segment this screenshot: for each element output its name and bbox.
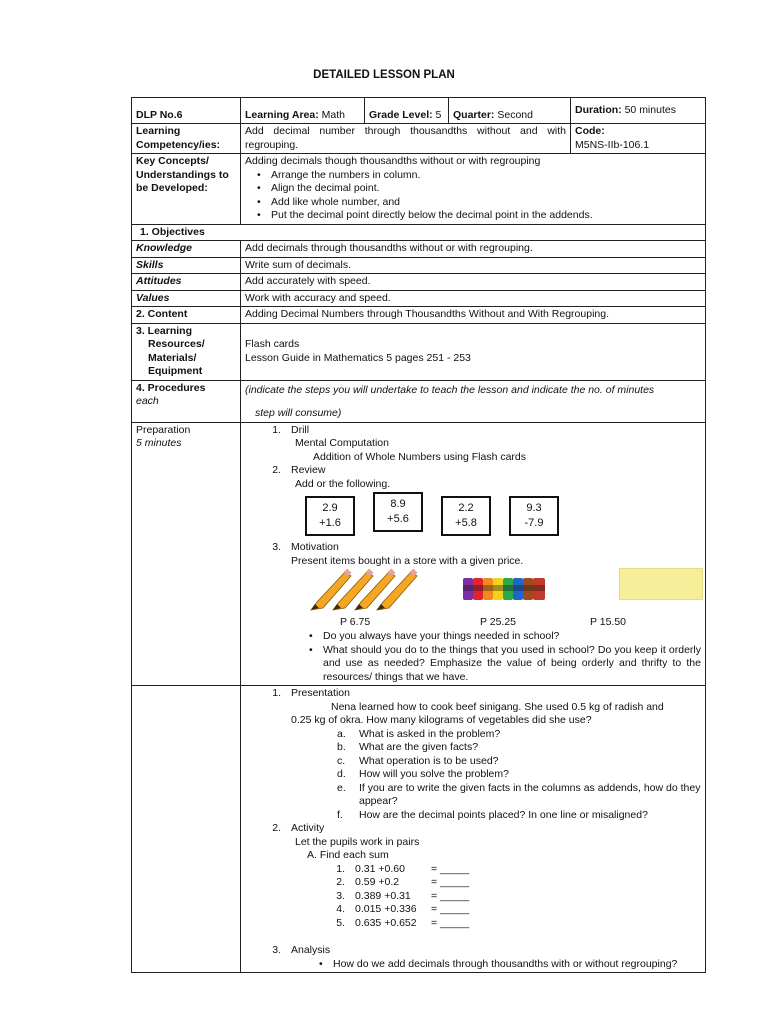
flash-card: 8.9 +5.6 [373,492,423,532]
list-item: b. What are the given facts? [337,741,479,753]
duration: Duration: 50 minutes [571,98,706,124]
motivation-questions [245,630,701,684]
competency-code: Code: M5NS-IIb-106.1 [571,124,706,154]
presentation-content [241,686,706,973]
motivation-sub: Present items bought in a store with a given price. [291,554,524,567]
price-labels [245,616,701,630]
resources-row [132,323,706,380]
presentation-label-cell [132,686,241,973]
store-items [285,568,701,616]
procedures-row [132,380,706,422]
flash-card: 9.3 -7.9 [509,496,559,536]
activity-a: A. Find each sum [307,849,389,861]
list-item: e. If you are to write the given facts in the columns as addends, how do they appear? [337,781,701,807]
list-item: c. What operation is to be used? [337,754,499,767]
drill-item: 1. Drill [272,423,310,436]
skills-row [132,257,706,274]
key-concepts-label: Key Concepts/ Understandings to be Developed: [132,154,241,225]
review-item: 2. Review [272,464,326,476]
competency-text: Add decimal number through thousandths without and with regrouping. [241,124,571,154]
price-crayons: P 25.25 [480,616,517,628]
lesson-plan-table [131,97,706,973]
presentation-row [132,686,706,973]
preparation-content [241,422,706,686]
list-item: d. How will you solve the problem? [337,768,509,780]
list-item: f. How are the decimal points placed? In one line or misaligned? [337,808,648,821]
presentation-item: 1. Presentation [272,687,350,699]
flash-card: 2.9 +1.6 [305,496,355,536]
content-label: 2. Content [132,307,241,324]
flash-cards [305,496,701,536]
preparation-label: Preparation 5 minutes [132,422,241,686]
quarter: Quarter: Second [449,98,571,124]
objectives-heading-row [132,224,706,241]
skills-text: Write sum of decimals. [241,257,706,274]
list-item: • Add like whole number, and [245,196,701,210]
resource-item: Lesson Guide in Mathematics 5 pages 251 - 253 [245,351,471,364]
values-row [132,290,706,307]
activity-sub: Let the pupils work in pairs [295,835,420,848]
sum-item: 1. 0.31 +0.60 = _____ [336,862,470,875]
key-concepts-list [245,169,701,223]
procedures-label: 4. Procedures each [132,380,241,422]
attitudes-row [132,274,706,291]
list-item: • Do you always have your things needed in school? [297,630,701,644]
analysis-item: 3. Analysis [272,944,331,956]
list-item: • Arrange the numbers in column. [245,169,701,183]
list-item: a. What is asked in the problem? [337,727,501,740]
content-text: Adding Decimal Numbers through Thousandths Without and With Regrouping. [241,307,706,324]
preparation-row [132,422,706,686]
procedures-note: (indicate the steps you will undertake to teach the lesson and indicate the no. of minutes step will consume) [241,380,706,422]
attitudes-label: Attitudes [132,274,241,291]
resource-item: Flash cards [245,338,300,350]
crayons-image [463,574,549,604]
objectives-heading: 1. Objectives [132,224,706,241]
knowledge-text: Add decimals through thousandths without or with regrouping. [241,241,706,258]
grade-level: Grade Level: 5 [365,98,449,124]
learning-area: Learning Area: Math [241,98,365,124]
pencils-image [305,568,425,614]
flash-card: 2.2 +5.8 [441,496,491,536]
resources-content [241,323,706,380]
price-paper: P 15.50 [590,616,627,628]
knowledge-label: Knowledge [132,241,241,258]
key-concepts-row [132,154,706,225]
competency-row [132,124,706,154]
problem-line: Nena learned how to cook beef sinigang. She used 0.5 kg of radish and [331,700,664,713]
motivation-item: 3. Motivation [272,541,339,553]
sum-item: 2. 0.59 +0.2 = _____ [336,876,470,888]
list-item: • Put the decimal point directly below the decimal point in the addends. [245,209,701,223]
resources-label: 3. Learning Resources/ Materials/ Equipment [132,323,241,380]
analysis-questions [245,958,701,972]
review-sub: Add or the following. [295,477,391,490]
sum-item: 5. 0.635 +0.652 = _____ [336,916,470,929]
dlp-number: DLP No.6 [132,98,241,124]
problem-line: 0.25 kg of okra. How many kilograms of vegetables did she use? [291,714,592,726]
drill-sub2: Addition of Whole Numbers using Flash cards [313,450,527,463]
key-concepts-intro: Adding decimals though thousandths without or with regrouping [245,155,541,167]
knowledge-row [132,241,706,258]
yellow-paper-image [619,568,703,600]
competency-label: Learning Competency/ies: [132,124,241,154]
values-label: Values [132,290,241,307]
values-text: Work with accuracy and speed. [241,290,706,307]
activity-item: 2. Activity [272,822,325,834]
attitudes-text: Add accurately with speed. [241,274,706,291]
page-title: DETAILED LESSON PLAN [313,69,455,81]
list-item: • Align the decimal point. [245,182,701,196]
list-item: • What should you do to the things that you used in school? Do you keep it orderly and use as needed? Emphasize the value of being orderly and thrifty to the resources/ things that we have. [297,644,701,685]
list-item: • How do we add decimals through thousandths with or without regrouping? [307,958,701,972]
content-row [132,307,706,324]
key-concepts-content [241,154,706,225]
drill-sub: Mental Computation [295,437,389,449]
price-pencils: P 6.75 [340,616,371,628]
sum-item: 3. 0.389 +0.31 = _____ [336,889,470,902]
header-row [132,98,706,124]
sum-item: 4. 0.015 +0.336 = _____ [336,903,470,915]
skills-label: Skills [132,257,241,274]
